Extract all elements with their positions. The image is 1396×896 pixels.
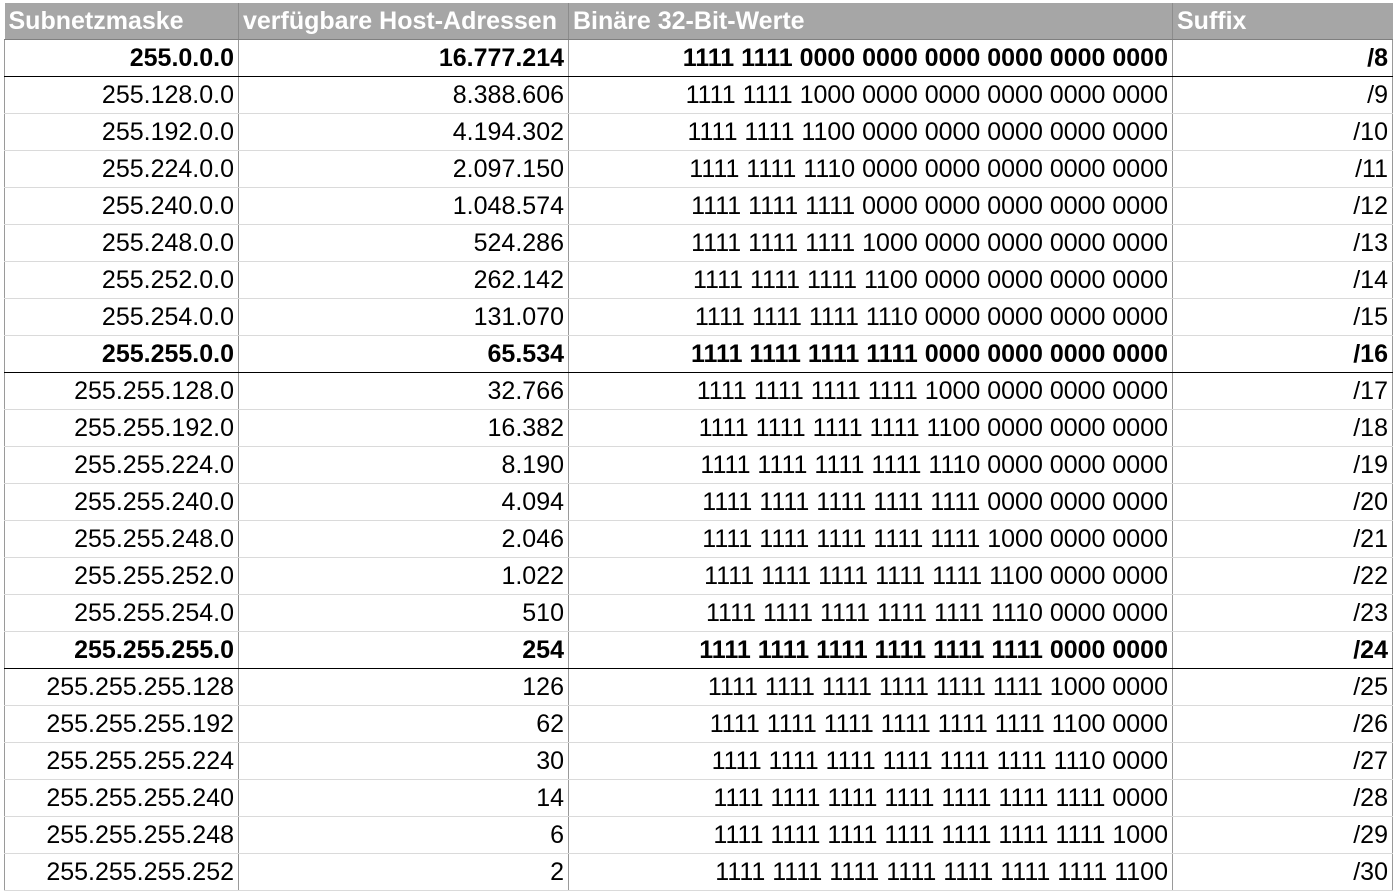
cell-binaere-werte[interactable]: 1111 1111 1111 1111 1111 1111 1100 0000 [569, 706, 1173, 743]
cell-binaere-werte[interactable]: 1111 1111 1111 0000 0000 0000 0000 0000 [569, 188, 1173, 225]
cell-suffix[interactable]: /21 [1173, 521, 1393, 558]
cell-subnetzmaske[interactable]: 255.255.254.0 [5, 595, 239, 632]
cell-subnetzmaske[interactable]: 255.255.192.0 [5, 410, 239, 447]
cell-suffix[interactable]: /27 [1173, 743, 1393, 780]
cell-suffix[interactable]: /17 [1173, 373, 1393, 410]
cell-subnetzmaske[interactable]: 255.0.0.0 [5, 40, 239, 77]
table-row [5, 114, 1393, 151]
cell-binaere-werte[interactable]: 1111 1111 1111 1111 1000 0000 0000 0000 [569, 373, 1173, 410]
table-row [5, 410, 1393, 447]
cell-binaere-werte[interactable]: 1111 1111 1111 1111 1111 1000 0000 0000 [569, 521, 1173, 558]
table-row [5, 595, 1393, 632]
cell-suffix[interactable]: /16 [1173, 336, 1393, 373]
cell-subnetzmaske[interactable]: 255.255.128.0 [5, 373, 239, 410]
cell-host-adressen[interactable]: 6 [239, 817, 569, 854]
cell-binaere-werte[interactable]: 1111 1111 0000 0000 0000 0000 0000 0000 [569, 40, 1173, 77]
cell-suffix[interactable]: /10 [1173, 114, 1393, 151]
cell-host-adressen[interactable]: 2.097.150 [239, 151, 569, 188]
table-row [5, 854, 1393, 891]
cell-host-adressen[interactable]: 4.094 [239, 484, 569, 521]
cell-suffix[interactable]: /20 [1173, 484, 1393, 521]
cell-binaere-werte[interactable]: 1111 1111 1111 1111 1100 0000 0000 0000 [569, 410, 1173, 447]
table-row [5, 447, 1393, 484]
cell-suffix[interactable]: /9 [1173, 77, 1393, 114]
cell-suffix[interactable]: /8 [1173, 40, 1393, 77]
table-row [5, 632, 1393, 669]
cell-binaere-werte[interactable]: 1111 1111 1111 1111 1111 1111 0000 0000 [569, 632, 1173, 669]
cell-suffix[interactable]: /13 [1173, 225, 1393, 262]
cell-host-adressen[interactable]: 65.534 [239, 336, 569, 373]
cell-binaere-werte[interactable]: 1111 1111 1111 1000 0000 0000 0000 0000 [569, 225, 1173, 262]
cell-host-adressen[interactable]: 30 [239, 743, 569, 780]
table-row [5, 521, 1393, 558]
table-row [5, 780, 1393, 817]
cell-subnetzmaske[interactable]: 255.255.248.0 [5, 521, 239, 558]
cell-binaere-werte[interactable]: 1111 1111 1111 1111 1111 1111 1111 1100 [569, 854, 1173, 891]
cell-host-adressen[interactable]: 8.388.606 [239, 77, 569, 114]
cell-suffix[interactable]: /22 [1173, 558, 1393, 595]
cell-suffix[interactable]: /28 [1173, 780, 1393, 817]
cell-suffix[interactable]: /26 [1173, 706, 1393, 743]
cell-host-adressen[interactable]: 2 [239, 854, 569, 891]
table-row [5, 669, 1393, 706]
cell-subnetzmaske[interactable]: 255.255.240.0 [5, 484, 239, 521]
cell-suffix[interactable]: /30 [1173, 854, 1393, 891]
cell-binaere-werte[interactable]: 1111 1111 1111 1111 1111 1111 1110 0000 [569, 743, 1173, 780]
cell-binaere-werte[interactable]: 1111 1111 1111 1111 1111 1111 1000 0000 [569, 669, 1173, 706]
cell-host-adressen[interactable]: 131.070 [239, 299, 569, 336]
table-header [5, 3, 1393, 40]
header-row [5, 3, 1393, 40]
cell-host-adressen[interactable]: 262.142 [239, 262, 569, 299]
cell-suffix[interactable]: /12 [1173, 188, 1393, 225]
cell-host-adressen[interactable]: 126 [239, 669, 569, 706]
cell-host-adressen[interactable]: 254 [239, 632, 569, 669]
cell-host-adressen[interactable]: 4.194.302 [239, 114, 569, 151]
cell-suffix[interactable]: /18 [1173, 410, 1393, 447]
cell-binaere-werte[interactable]: 1111 1111 1111 1111 0000 0000 0000 0000 [569, 336, 1173, 373]
cell-subnetzmaske[interactable]: 255.255.255.128 [5, 669, 239, 706]
cell-suffix[interactable]: /15 [1173, 299, 1393, 336]
table-row [5, 706, 1393, 743]
cell-binaere-werte[interactable]: 1111 1111 1111 1111 1110 0000 0000 0000 [569, 447, 1173, 484]
table-row [5, 373, 1393, 410]
cell-suffix[interactable]: /29 [1173, 817, 1393, 854]
cell-suffix[interactable]: /14 [1173, 262, 1393, 299]
cell-subnetzmaske[interactable]: 255.255.252.0 [5, 558, 239, 595]
cell-binaere-werte[interactable]: 1111 1111 1111 1110 0000 0000 0000 0000 [569, 299, 1173, 336]
cell-binaere-werte[interactable]: 1111 1111 1000 0000 0000 0000 0000 0000 [569, 77, 1173, 114]
cell-binaere-werte[interactable]: 1111 1111 1111 1111 1111 0000 0000 0000 [569, 484, 1173, 521]
cell-suffix[interactable]: /25 [1173, 669, 1393, 706]
cell-subnetzmaske[interactable]: 255.240.0.0 [5, 188, 239, 225]
cell-suffix[interactable]: /19 [1173, 447, 1393, 484]
cell-subnetzmaske[interactable]: 255.248.0.0 [5, 225, 239, 262]
cell-host-adressen[interactable]: 510 [239, 595, 569, 632]
header-host-adressen[interactable]: verfügbare Host-Adressen [239, 3, 569, 40]
header-binaere-werte[interactable]: Binäre 32-Bit-Werte [569, 3, 1173, 40]
cell-subnetzmaske[interactable]: 255.254.0.0 [5, 299, 239, 336]
cell-subnetzmaske[interactable]: 255.224.0.0 [5, 151, 239, 188]
table-row [5, 40, 1393, 77]
table-row [5, 484, 1393, 521]
cell-suffix[interactable]: /23 [1173, 595, 1393, 632]
table-row [5, 743, 1393, 780]
cell-binaere-werte[interactable]: 1111 1111 1111 1111 1111 1110 0000 0000 [569, 595, 1173, 632]
table-row [5, 299, 1393, 336]
table-row [5, 225, 1393, 262]
cell-host-adressen[interactable]: 14 [239, 780, 569, 817]
cell-binaere-werte[interactable]: 1111 1111 1111 1111 1111 1111 1111 1000 [569, 817, 1173, 854]
cell-subnetzmaske[interactable]: 255.252.0.0 [5, 262, 239, 299]
header-subnetzmaske[interactable]: Subnetzmaske [5, 3, 239, 40]
table-row [5, 336, 1393, 373]
cell-host-adressen[interactable]: 16.382 [239, 410, 569, 447]
cell-subnetzmaske[interactable]: 255.255.224.0 [5, 447, 239, 484]
cell-host-adressen[interactable]: 8.190 [239, 447, 569, 484]
table-row [5, 77, 1393, 114]
cell-host-adressen[interactable]: 16.777.214 [239, 40, 569, 77]
cell-binaere-werte[interactable]: 1111 1111 1111 1111 1111 1111 1111 0000 [569, 780, 1173, 817]
cell-host-adressen[interactable]: 1.022 [239, 558, 569, 595]
cell-host-adressen[interactable]: 524.286 [239, 225, 569, 262]
cell-subnetzmaske[interactable]: 255.192.0.0 [5, 114, 239, 151]
cell-subnetzmaske[interactable]: 255.255.255.240 [5, 780, 239, 817]
cell-suffix[interactable]: /11 [1173, 151, 1393, 188]
header-suffix[interactable]: Suffix [1173, 3, 1393, 40]
cell-host-adressen[interactable]: 32.766 [239, 373, 569, 410]
table-row [5, 262, 1393, 299]
cell-host-adressen[interactable]: 2.046 [239, 521, 569, 558]
cell-subnetzmaske[interactable]: 255.255.255.224 [5, 743, 239, 780]
cell-subnetzmaske[interactable]: 255.255.255.0 [5, 632, 239, 669]
table-row [5, 558, 1393, 595]
cell-subnetzmaske[interactable]: 255.255.255.192 [5, 706, 239, 743]
cell-host-adressen[interactable]: 1.048.574 [239, 188, 569, 225]
cell-binaere-werte[interactable]: 1111 1111 1111 1111 1111 1100 0000 0000 [569, 558, 1173, 595]
cell-subnetzmaske[interactable]: 255.128.0.0 [5, 77, 239, 114]
cell-binaere-werte[interactable]: 1111 1111 1100 0000 0000 0000 0000 0000 [569, 114, 1173, 151]
cell-host-adressen[interactable]: 62 [239, 706, 569, 743]
subnet-mask-table [4, 3, 1393, 891]
table-body [5, 40, 1393, 891]
cell-suffix[interactable]: /24 [1173, 632, 1393, 669]
cell-subnetzmaske[interactable]: 255.255.0.0 [5, 336, 239, 373]
table-row [5, 817, 1393, 854]
table-row [5, 151, 1393, 188]
cell-binaere-werte[interactable]: 1111 1111 1111 1100 0000 0000 0000 0000 [569, 262, 1173, 299]
table-row [5, 188, 1393, 225]
cell-subnetzmaske[interactable]: 255.255.255.248 [5, 817, 239, 854]
cell-subnetzmaske[interactable]: 255.255.255.252 [5, 854, 239, 891]
cell-binaere-werte[interactable]: 1111 1111 1110 0000 0000 0000 0000 0000 [569, 151, 1173, 188]
